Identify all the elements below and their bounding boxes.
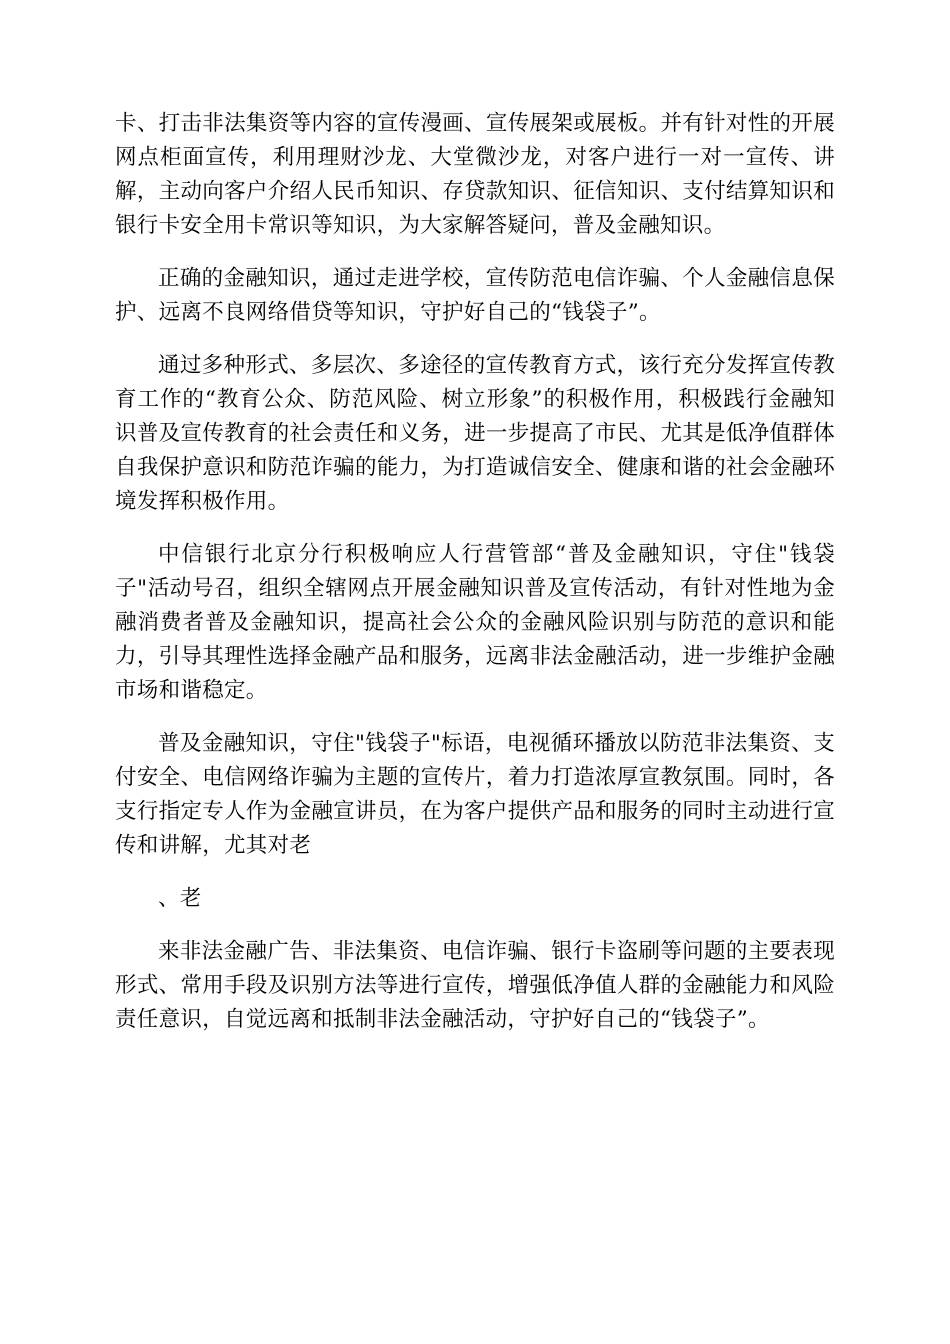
paragraph-5: 普及金融知识，守住"钱袋子"标语，电视循环播放以防范非法集资、支付安全、电信网络诈骗为主题的宣传片，着力打造浓厚宣教氛围。同时，各支行指定专人作为金融宣讲员，在为客户提供产品和服务的同时主动进行宣传和讲解，尤其对老	[115, 731, 835, 858]
document-body	[115, 107, 835, 1056]
paragraph-4: 中信银行北京分行积极响应人行营管部“普及金融知识，守住"钱袋子"活动号召，组织全辖网点开展金融知识普及宣传活动，有针对性地为金融消费者普及金融知识，提高社会公众的金融风险识别与防范的意识和能力，引导其理性选择金融产品和服务，远离非法金融活动，进一步维护金融市场和谐稳定。	[115, 542, 835, 703]
paragraph-7: 来非法金融广告、非法集资、电信诈骗、银行卡盗刷等问题的主要表现形式、常用手段及识别方法等进行宣传，增强低净值人群的金融能力和风险责任意识，自觉远离和抵制非法金融活动，守护好自己的“钱袋子”。	[115, 939, 835, 1032]
paragraph-3: 通过多种形式、多层次、多途径的宣传教育方式，该行充分发挥宣传教育工作的“教育公众、防范风险、树立形象”的积极作用，积极践行金融知识普及宣传教育的社会责任和义务，进一步提高了市民、尤其是低净值群体自我保护意识和防范诈骗的能力，为打造诚信安全、健康和谐的社会金融环境发挥积极作用。	[115, 353, 835, 514]
paragraph-6: 、老	[158, 886, 202, 911]
paragraph-1: 卡、打击非法集资等内容的宣传漫画、宣传展架或展板。并有针对性的开展网点柜面宣传，利用理财沙龙、大堂微沙龙，对客户进行一对一宣传、讲解，主动向客户介绍人民币知识、存贷款知识、征信知识、支付结算知识和银行卡安全用卡常识等知识，为大家解答疑问，普及金融知识。	[115, 111, 835, 238]
paragraph-2: 正确的金融知识，通过走进学校，宣传防范电信诈骗、个人金融信息保护、远离不良网络借贷等知识，守护好自己的“钱袋子”。	[115, 266, 835, 325]
